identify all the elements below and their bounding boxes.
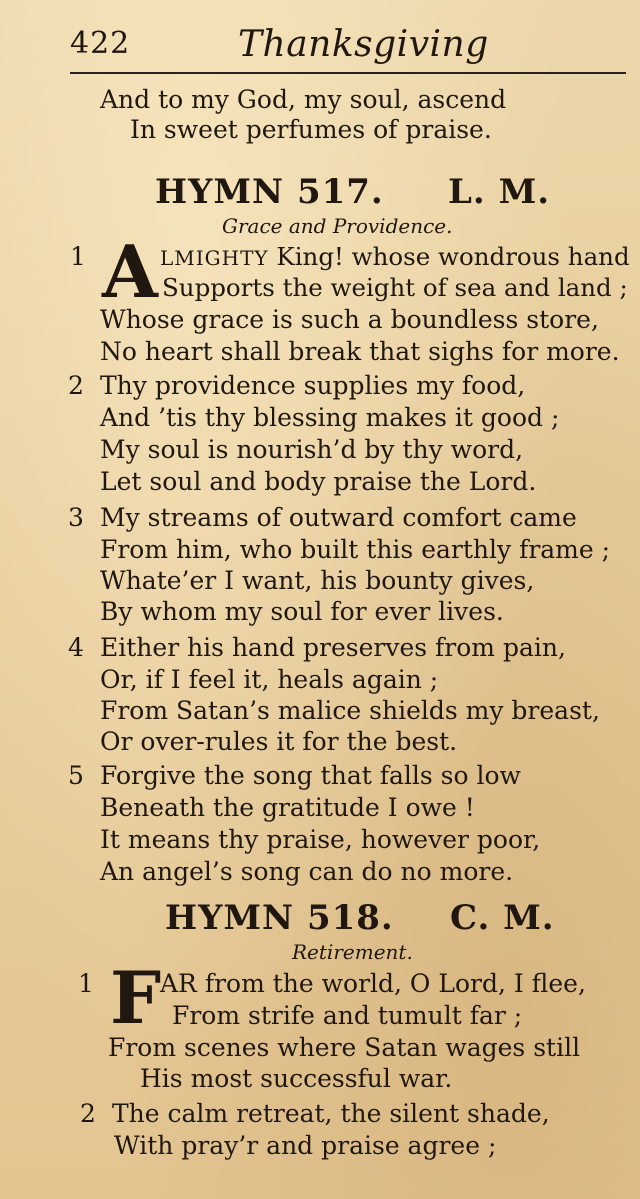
verse-number: 1	[70, 242, 86, 271]
verse-line: Beneath the gratitude I owe !	[100, 793, 475, 822]
verse-line: Forgive the song that falls so low	[100, 761, 521, 790]
drop-cap: A	[102, 229, 158, 314]
drop-cap: F	[110, 955, 162, 1040]
verse-line: By whom my soul for ever lives.	[100, 597, 504, 626]
verse-number: 1	[78, 969, 94, 998]
verse-number: 5	[68, 761, 84, 790]
verse-line: His most successful war.	[140, 1064, 453, 1093]
verse-line-rest: King! whose wondrous hand	[268, 242, 630, 271]
hymn-subtitle: Grace and Providence.	[222, 214, 453, 238]
verse-line: My soul is nourish’d by thy word,	[100, 435, 524, 464]
verse-line: It means thy praise, however poor,	[100, 825, 541, 854]
verse-line: Either his hand preserves from pain,	[100, 633, 566, 662]
hymn-title: HYMN 518.	[165, 898, 394, 938]
verse-line: From strife and tumult far ;	[172, 1001, 523, 1030]
page-number: 422	[70, 26, 131, 61]
verse-line: My streams of outward comfort came	[100, 503, 577, 532]
page-header	[70, 26, 628, 72]
verse-line: Or over-rules it for the best.	[100, 727, 458, 756]
verse-line: Whose grace is such a boundless store,	[100, 305, 599, 334]
small-caps-word: LMIGHTY	[160, 246, 269, 270]
verse-number: 2	[80, 1099, 96, 1128]
verse-line: The calm retreat, the silent shade,	[112, 1099, 550, 1128]
hymn-title: HYMN 517.	[155, 172, 384, 212]
verse-line: Supports the weight of sea and land ;	[162, 273, 628, 302]
verse-line: AR from the world, O Lord, I flee,	[160, 969, 586, 998]
hymn-subtitle: Retirement.	[292, 940, 413, 964]
verse-line: In sweet perfumes of praise.	[130, 115, 492, 144]
verse-line: Or, if I feel it, heals again ;	[100, 665, 439, 694]
verse-line: From him, who built this earthly frame ;	[100, 535, 611, 564]
verse-number: 2	[68, 371, 84, 400]
verse-line: From scenes where Satan wages still	[108, 1033, 581, 1062]
verse-line: From Satan’s malice shields my breast,	[100, 696, 600, 725]
verse-line: Thy providence supplies my food,	[100, 371, 526, 400]
verse-line: Let soul and body praise the Lord.	[100, 467, 537, 496]
verse-line: And ’tis thy blessing makes it good ;	[100, 403, 560, 432]
hymn-meter: C. M.	[450, 898, 555, 938]
header-rule	[70, 72, 626, 74]
hymn-meter: L. M.	[448, 172, 551, 212]
verse-line	[160, 241, 630, 274]
verse-number: 3	[68, 503, 84, 532]
verse-number: 4	[68, 633, 84, 662]
running-title: Thanksgiving	[238, 24, 489, 65]
verse-line: And to my God, my soul, ascend	[100, 85, 507, 114]
verse-line: No heart shall break that sighs for more.	[100, 337, 620, 366]
verse-line: With pray’r and praise agree ;	[114, 1131, 497, 1160]
verse-line: Whate’er I want, his bounty gives,	[100, 566, 535, 595]
verse-line: An angel’s song can do no more.	[100, 857, 514, 886]
